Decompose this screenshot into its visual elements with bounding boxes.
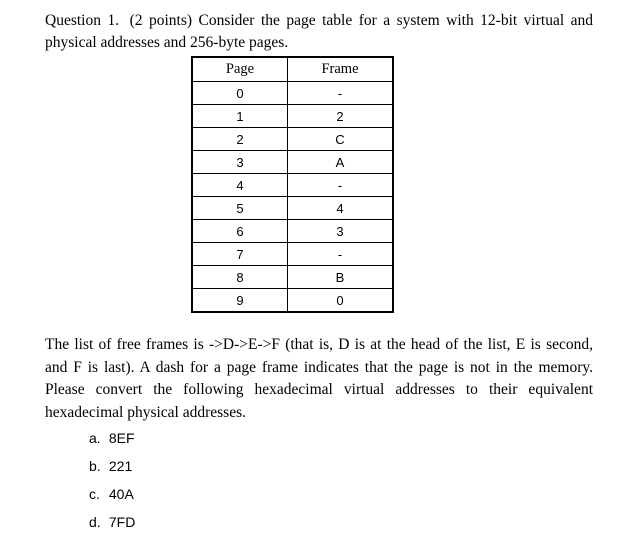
page-cell: 1	[192, 105, 288, 128]
option-letter: a.	[89, 430, 101, 446]
frame-cell: 3	[288, 220, 394, 243]
page-cell: 9	[192, 289, 288, 313]
table-row	[192, 128, 393, 151]
table-row	[192, 174, 393, 197]
table-row	[192, 289, 393, 313]
page-cell: 2	[192, 128, 288, 151]
frame-cell: A	[288, 151, 394, 174]
table-row	[192, 197, 393, 220]
frame-column-header: Frame	[288, 57, 394, 82]
address-options-list	[89, 428, 135, 540]
option-value: 221	[108, 458, 133, 474]
option-letter: d.	[89, 514, 101, 530]
table-row	[192, 243, 393, 266]
frame-cell: -	[288, 174, 394, 197]
table-row	[192, 151, 393, 174]
instructions-paragraph: The list of free frames is ->D->E->F (that is, D is at the head of the list, E is second, and F is last). A dash for a page frame indicates that the page is not in the memory. Please convert the following hexadecimal virtual addresses to their equivalent hexadecimal physical addresses.	[45, 336, 593, 421]
frame-cell: -	[288, 82, 394, 105]
option-letter: c.	[89, 486, 100, 502]
option-value: 7FD	[108, 514, 136, 530]
option-value: 8EF	[108, 430, 135, 446]
page-cell: 7	[192, 243, 288, 266]
page-column-header: Page	[192, 57, 288, 82]
page-cell: 0	[192, 82, 288, 105]
table-row	[192, 105, 393, 128]
option-value: 40A	[108, 486, 134, 502]
page-cell: 4	[192, 174, 288, 197]
frame-cell: C	[288, 128, 394, 151]
frame-cell: 0	[288, 289, 394, 313]
list-item	[89, 428, 135, 456]
page-cell: 3	[192, 151, 288, 174]
list-item	[89, 484, 135, 512]
table-row	[192, 266, 393, 289]
page-cell: 8	[192, 266, 288, 289]
page-cell: 5	[192, 197, 288, 220]
frame-cell: -	[288, 243, 394, 266]
list-item	[89, 456, 135, 484]
frame-cell: 2	[288, 105, 394, 128]
question-text	[45, 10, 593, 54]
question-body: (2 points) Consider the page table for a system with 12-bit virtual and physical addresses and 256-byte pages.	[45, 12, 594, 51]
table-row	[192, 220, 393, 243]
option-letter: b.	[89, 458, 101, 474]
list-item	[89, 512, 135, 540]
frame-cell: B	[288, 266, 394, 289]
table-row	[192, 82, 393, 105]
frame-cell: 4	[288, 197, 394, 220]
page-cell: 6	[192, 220, 288, 243]
question-number: Question 1.	[45, 12, 120, 29]
page-table	[191, 56, 394, 313]
